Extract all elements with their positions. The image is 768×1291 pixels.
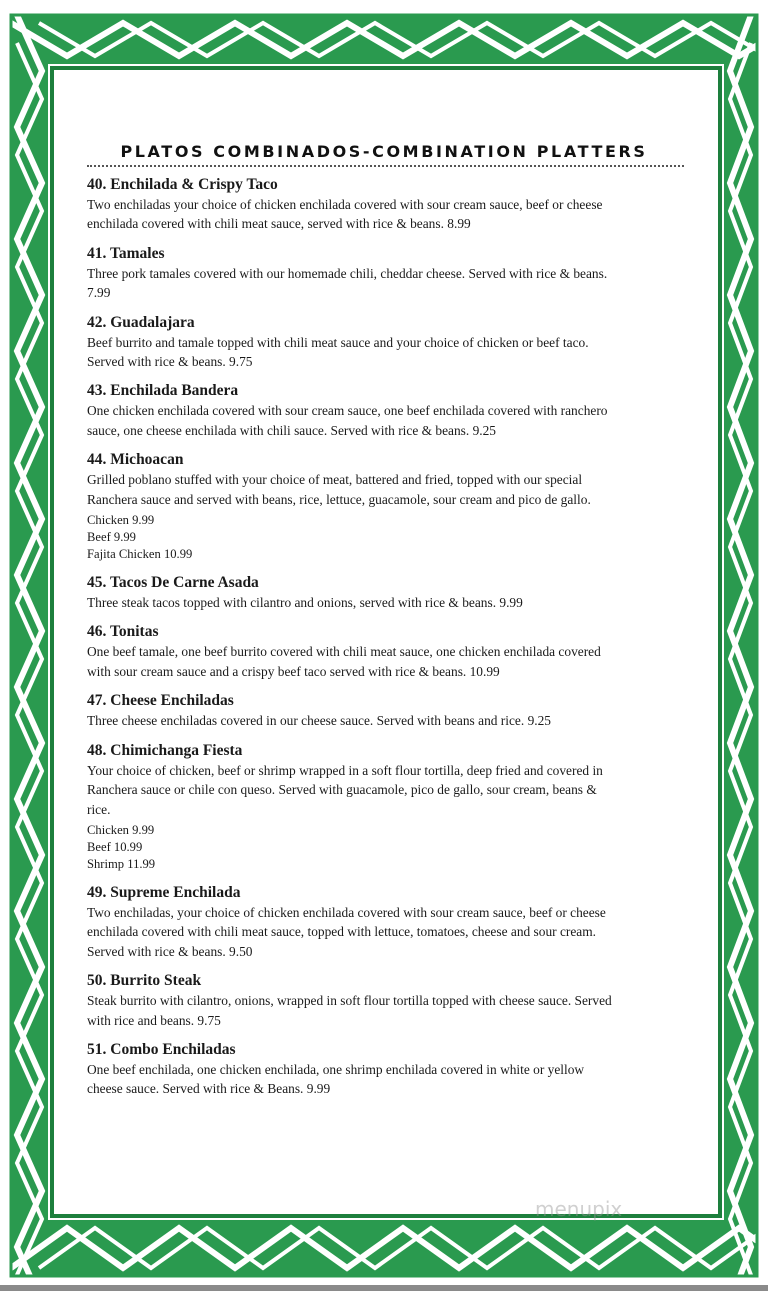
watermark-text: menupix (535, 1197, 623, 1221)
description-line: enchilada covered with chili meat sauce, served with rice & beans. 8.99 (87, 216, 471, 232)
description-line: cheese sauce. Served with rice & Beans. 9.99 (87, 1081, 331, 1097)
menu-item (87, 1040, 687, 1099)
menu-item-name: 41. Tamales (87, 244, 165, 262)
section-title: PLATOS COMBINADOS-COMBINATION PLATTERS (120, 142, 648, 161)
menu-item (87, 691, 687, 730)
description-line: with sour cream sauce and a crispy beef taco served with rice & beans. 10.99 (87, 663, 500, 679)
watermark-logo (535, 1197, 622, 1221)
description-line: Steak burrito with cilantro, onions, wrapped in soft flour tortilla topped with cheese sauce. Served (87, 993, 612, 1009)
menu-item-name: 40. Enchilada & Crispy Taco (87, 176, 278, 193)
description-line: Two enchiladas your choice of chicken enchilada covered with sour cream sauce, beef or cheese (87, 197, 603, 212)
price-option: Fajita Chicken 10.99 (87, 547, 193, 562)
menu-item (87, 971, 687, 1030)
description-line: Served with rice & beans. 9.75 (87, 354, 253, 370)
menu-item-description (87, 642, 687, 681)
menu-item-name: 42. Guadalajara (87, 313, 195, 331)
price-options (87, 822, 687, 873)
description-line: Served with rice & beans. 9.50 (87, 943, 253, 959)
price-option: Beef 10.99 (87, 839, 143, 854)
menu-item (87, 244, 687, 303)
description-line: Beef burrito and tamale topped with chili meat sauce and your choice of chicken or beef taco. (87, 334, 589, 350)
dotted-divider (87, 165, 684, 167)
description-line: with rice and beans. 9.75 (87, 1012, 221, 1028)
price-option: Chicken 9.99 (87, 513, 155, 528)
menu-item-description (87, 593, 687, 612)
description-line: Ranchera sauce or chile con queso. Served with guacamole, pico de gallo, sour cream, beans & (87, 782, 597, 798)
description-line: 7.99 (87, 285, 111, 301)
menu-item-description (87, 333, 687, 372)
menu-item-description (87, 711, 687, 730)
menu-item (87, 175, 687, 234)
price-options (87, 512, 687, 563)
menu-item (87, 450, 687, 563)
menu-item-description (87, 264, 687, 303)
menu-item-name: 49. Supreme Enchilada (87, 883, 241, 901)
description-line: Your choice of chicken, beef or shrimp wrapped in a soft flour tortilla, deep fried and covered in (87, 762, 603, 778)
menu-item-list (87, 175, 687, 1099)
description-line: One chicken enchilada covered with sour cream sauce, one beef enchilada covered with ranchero (87, 403, 608, 419)
menu-item (87, 622, 687, 681)
menu-item-description (87, 903, 687, 961)
menu-item-name: 45. Tacos De Carne Asada (87, 574, 259, 592)
menu-item-name: 47. Cheese Enchiladas (87, 692, 234, 710)
bottom-edge (0, 1285, 768, 1291)
menu-item-name: 51. Combo Enchiladas (87, 1040, 236, 1058)
description-line: rice. (87, 801, 111, 817)
menu-item (87, 573, 687, 612)
description-line: One beef enchilada, one chicken enchilada, one shrimp enchilada covered in white or yellow (87, 1061, 585, 1077)
menu-item-description (87, 1060, 687, 1099)
price-option: Beef 9.99 (87, 530, 136, 545)
description-line: Three cheese enchiladas covered in our cheese sauce. Served with beans and rice. 9.25 (87, 713, 551, 729)
menu-item (87, 741, 687, 873)
description-line: enchilada covered with chili meat sauce, topped with lettuce, tomatoes, cheese and sour cream. (87, 924, 597, 940)
menu-item-description (87, 991, 687, 1030)
price-option: Chicken 9.99 (87, 822, 155, 837)
menu-item (87, 883, 687, 961)
price-option: Shrimp 11.99 (87, 856, 156, 871)
menu-item-name: 50. Burrito Steak (87, 972, 202, 990)
menu-item-name: 44. Michoacan (87, 451, 184, 469)
description-line: Grilled poblano stuffed with your choice of meat, battered and fried, topped with our special (87, 472, 583, 488)
description-line: Three pork tamales covered with our homemade chili, cheddar cheese. Served with rice & beans. (87, 265, 608, 281)
description-line: One beef tamale, one beef burrito covered with chili meat sauce, one chicken enchilada covered (87, 644, 601, 660)
menu-section (87, 142, 687, 1099)
menu-item-name: 43. Enchilada Bandera (87, 382, 239, 400)
menu-item (87, 313, 687, 372)
menu-item-description (87, 195, 687, 234)
menu-item-description (87, 761, 687, 819)
description-line: Three steak tacos topped with cilantro and onions, served with rice & beans. 9.99 (87, 595, 523, 611)
menu-item-name: 48. Chimichanga Fiesta (87, 741, 243, 759)
menu-item (87, 381, 687, 440)
menu-item-name: 46. Tonitas (87, 623, 159, 641)
menu-item-description (87, 470, 687, 509)
description-line: Ranchera sauce and served with beans, rice, lettuce, guacamole, sour cream and pico de gallo. (87, 491, 591, 507)
description-line: sauce, one cheese enchilada with chili sauce. Served with rice & beans. 9.25 (87, 422, 497, 438)
menu-item-description (87, 401, 687, 440)
description-line: Two enchiladas, your choice of chicken enchilada covered with sour cream sauce, beef or cheese (87, 904, 606, 920)
